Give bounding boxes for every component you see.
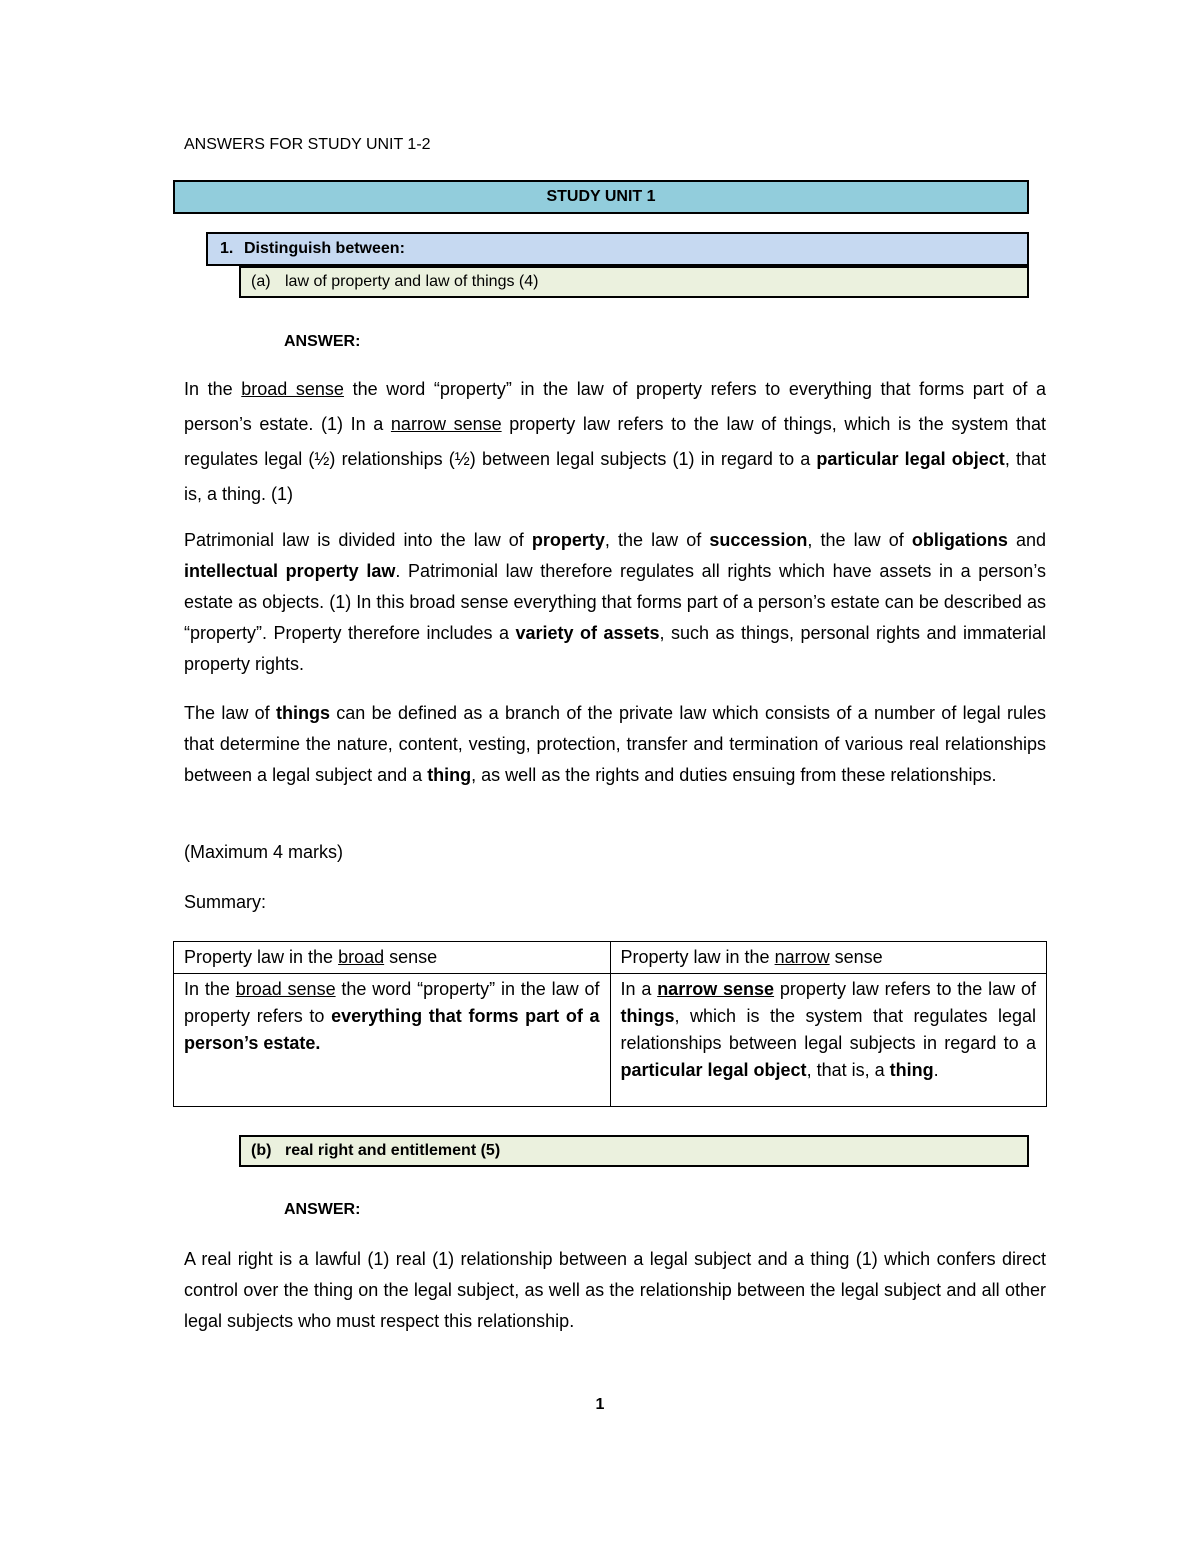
answer-label-a: ANSWER: <box>284 333 361 350</box>
summary-label: Summary: <box>184 892 267 912</box>
answer-paragraph-1: In the broad sense the word “property” in the law of property refers to everything that forms part of a person’s estate. (1) In a narrow sense property law refers to the law of things, which is the system that regulates legal (½) relationships (½) between legal subjects (1) in regard to a particular legal object, that is, a thing. (1) <box>184 379 1046 504</box>
sub-question-a-text: law of property and law of things (4) <box>285 273 539 290</box>
maximum-marks: (Maximum 4 marks) <box>184 842 344 862</box>
summary-cell-narrow: In a narrow sense property law refers to the law of things, which is the system that regulates legal relationships between legal subjects in regard to a particular legal object, that is, a thing. <box>610 974 1047 1107</box>
summary-header-narrow: Property law in the narrow sense <box>610 942 1047 974</box>
particular-legal-object-term: particular legal object <box>816 449 1005 469</box>
page-number: 1 <box>595 1396 605 1413</box>
broad-sense-term: broad sense <box>241 379 344 399</box>
answer-paragraph-2: Patrimonial law is divided into the law of property, the law of succession, the law of obligations and intellectual property law. Patrimonial law therefore regulates all rights which have assets in a person’s estate as objects. (1) In this broad sense everything that forms part of a person’s estate can be described as “property”. Property therefore includes a variety of assets, such as things, personal rights and immaterial property rights. <box>184 530 1046 674</box>
summary-table-row <box>174 974 1047 1107</box>
summary-header-broad: Property law in the broad sense <box>174 942 611 974</box>
sub-question-a-label: (a) <box>251 273 271 290</box>
sub-question-b <box>239 1135 1029 1167</box>
sub-question-a <box>239 266 1029 298</box>
narrow-sense-term: narrow sense <box>390 414 502 434</box>
question-text: Distinguish between: <box>244 240 405 257</box>
summary-table-header-row <box>174 942 1047 974</box>
sub-question-b-label: (b) <box>251 1142 272 1159</box>
answer-paragraph-3: The law of things can be defined as a branch of the private law which consists of a number of legal rules that determine the nature, content, vesting, protection, transfer and termination of various real relationships between a legal subject and a thing, as well as the rights and duties ensuing from these relationships. <box>184 703 1046 785</box>
document-title: ANSWERS FOR STUDY UNIT 1-2 <box>184 136 431 153</box>
question-number: 1. <box>220 240 234 257</box>
answer-label-b: ANSWER: <box>284 1201 361 1218</box>
summary-table <box>173 941 1047 1107</box>
summary-cell-broad: In the broad sense the word “property” in the law of property refers to everything that forms part of a person’s estate. <box>174 974 611 1107</box>
question-1-header <box>206 232 1029 266</box>
answer-paragraph-4: A real right is a lawful (1) real (1) relationship between a legal subject and a thing (1) which confers direct control over the thing on the legal subject, as well as the relationship between the legal subject and all other legal subjects who must respect this relationship. <box>184 1249 1046 1331</box>
sub-question-b-text: real right and entitlement (5) <box>285 1142 501 1159</box>
study-unit-header: STUDY UNIT 1 <box>173 180 1029 214</box>
